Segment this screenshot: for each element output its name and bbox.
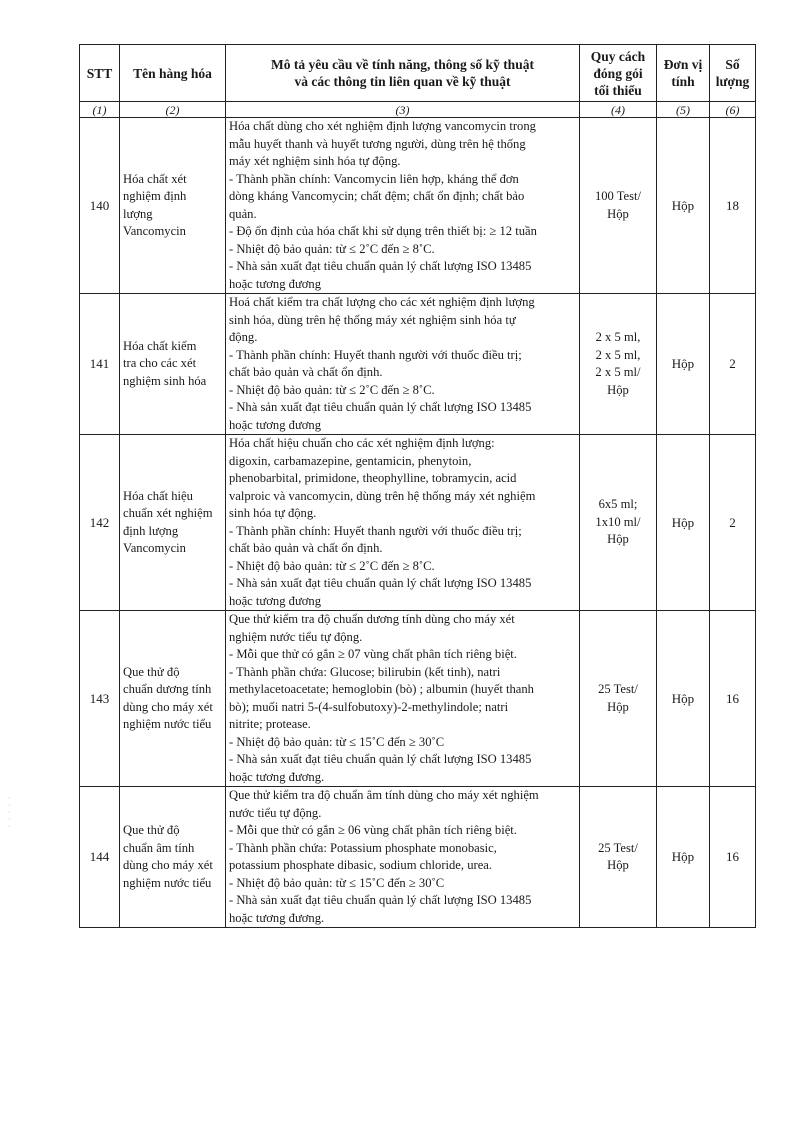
text-line: 25 Test/: [598, 840, 638, 855]
text-line: 25 Test/: [598, 682, 638, 696]
packaging-spec: [580, 118, 657, 294]
product-name: [120, 435, 226, 611]
text-line: Hoá chất kiểm tra chất lượng cho các xét nghiệm định lượng: [229, 295, 535, 309]
column-number: (2): [120, 102, 226, 118]
text-line: nghiệm nước tiểu tự động.: [229, 629, 363, 644]
product-name: [120, 294, 226, 435]
packaging-spec: [580, 611, 657, 787]
quantity: 18: [710, 118, 756, 294]
text-line: 1x10 ml/: [595, 514, 641, 529]
quantity: 2: [710, 435, 756, 611]
text-line: hoặc tương đương: [229, 276, 322, 291]
text-line: - Nhà sản xuất đạt tiêu chuẩn quản lý chất lượng ISO 13485: [229, 893, 532, 907]
text-line: nước tiểu tự động.: [229, 805, 322, 820]
text-line: nghiệm sinh hóa: [123, 373, 207, 388]
header-description: Mô tả yêu cầu về tính năng, thông số kỹ thuật và các thông tin liên quan về kỹ thuật: [226, 45, 580, 102]
product-description: [226, 611, 580, 787]
text-line: hoặc tương đương.: [229, 769, 325, 784]
text-line: hoặc tương đương: [229, 417, 322, 432]
text-line: - Nhiệt độ bảo quản: từ ≤ 2˚C đến ≥ 8˚C.: [229, 558, 435, 573]
text-line: định lượng: [123, 523, 179, 538]
header-stt: STT: [80, 45, 120, 102]
text-line: Hộp: [607, 382, 629, 397]
quantity: 16: [710, 611, 756, 787]
text-line: - Thành phần chính: Huyết thanh người với thuốc điều trị;: [229, 523, 522, 538]
header-name: Tên hàng hóa: [120, 45, 226, 102]
column-number: (6): [710, 102, 756, 118]
table-row: [80, 435, 756, 611]
text-line: máy xét nghiệm sinh hóa tự động.: [229, 154, 401, 168]
text-line: - Thành phần chứa: Glucose; bilirubin (kết tinh), natri: [229, 664, 501, 679]
text-line: - Nhiệt độ bảo quản: từ ≤ 15˚C đến ≥ 30˚C: [229, 875, 445, 890]
text-line: - Mỗi que thử có gắn ≥ 06 vùng chất phân tích riêng biệt.: [229, 823, 517, 837]
text-line: chuẩn dương tính: [123, 682, 212, 696]
text-line: - Thành phần chính: Huyết thanh người với thuốc điều trị;: [229, 347, 522, 362]
text-line: - Thành phần chính: Vancomycin liên hợp, kháng thể đơn: [229, 171, 519, 186]
text-line: - Nhà sản xuất đạt tiêu chuẩn quản lý chất lượng ISO 13485: [229, 576, 532, 590]
text-line: - Mỗi que thử có gắn ≥ 07 vùng chất phân tích riêng biệt.: [229, 647, 517, 661]
text-line: Que thử độ: [123, 664, 180, 679]
quantity: 16: [710, 787, 756, 928]
column-number: (5): [657, 102, 710, 118]
text-line: phenobarbital, primidone, theophylline, tobramycin, acid: [229, 471, 517, 485]
header-quantity: Số lượng: [710, 45, 756, 102]
text-line: Hộp: [607, 858, 629, 872]
header-unit: Đơn vị tính: [657, 45, 710, 102]
text-line: 2 x 5 ml,: [595, 347, 641, 362]
column-number: (4): [580, 102, 657, 118]
packaging-spec: [580, 294, 657, 435]
text-line: chất bảo quản và chất ổn định.: [229, 365, 383, 379]
text-line: Hóa chất kiểm: [123, 338, 197, 353]
column-number: (3): [226, 102, 580, 118]
text-line: 2 x 5 ml,: [595, 330, 641, 344]
product-spec-table: [79, 44, 756, 928]
table-body: [80, 118, 756, 928]
text-line: chuẩn xét nghiệm: [123, 506, 213, 520]
text-line: - Nhà sản xuất đạt tiêu chuẩn quản lý chất lượng ISO 13485: [229, 400, 532, 414]
text-line: nghiệm nước tiểu: [123, 717, 212, 731]
table-row: [80, 611, 756, 787]
text-line: valproic và vancomycin, dùng trên hệ thống máy xét nghiệm: [229, 488, 536, 503]
text-line: sinh hóa tự động.: [229, 506, 317, 520]
product-description: [226, 294, 580, 435]
unit-of-measure: Hộp: [657, 435, 710, 611]
text-line: sinh hóa, dùng trên hệ thống máy xét nghiệm sinh hóa tự: [229, 312, 516, 327]
text-line: bò); muối natri 5-(4-sulfobutoxy)-2-methylindole; natri: [229, 699, 509, 714]
text-line: hoặc tương đương.: [229, 910, 325, 925]
text-line: Hóa chất hiệu chuẩn cho các xét nghiệm định lượng:: [229, 436, 495, 450]
text-line: 6x5 ml;: [598, 497, 638, 512]
text-line: - Thành phần chứa: Potassium phosphate monobasic,: [229, 840, 497, 855]
text-line: chuẩn âm tính: [123, 840, 195, 855]
text-line: - Nhà sản xuất đạt tiêu chuẩn quản lý chất lượng ISO 13485: [229, 259, 532, 273]
text-line: Que thử độ: [123, 823, 180, 837]
product-description: [226, 118, 580, 294]
text-line: chất bảo quản và chất ổn định.: [229, 541, 383, 555]
text-line: động.: [229, 330, 258, 344]
document-page: [79, 44, 755, 928]
text-line: Hộp: [607, 532, 629, 547]
row-number: 141: [80, 294, 120, 435]
unit-of-measure: Hộp: [657, 611, 710, 787]
text-line: digoxin, carbamazepine, gentamicin, phenytoin,: [229, 453, 472, 468]
table-row: [80, 294, 756, 435]
text-line: - Nhiệt độ bảo quản: từ ≤ 2˚C đến ≥ 8˚C.: [229, 241, 435, 256]
unit-of-measure: Hộp: [657, 294, 710, 435]
text-line: nghiệm định: [123, 189, 187, 203]
table-row: [80, 118, 756, 294]
text-line: Hóa chất xét: [123, 171, 187, 186]
text-line: tra cho các xét: [123, 356, 197, 371]
text-line: methylacetoacetate; hemoglobin (bò) ; albumin (huyết thanh: [229, 682, 534, 696]
text-line: nitrite; protease.: [229, 717, 311, 731]
column-number-row: [80, 102, 756, 118]
text-line: Hóa chất hiệu: [123, 488, 193, 503]
table-row: [80, 787, 756, 928]
product-name: [120, 611, 226, 787]
text-line: - Nhiệt độ bảo quản: từ ≤ 2˚C đến ≥ 8˚C.: [229, 382, 435, 397]
text-line: dùng cho máy xét: [123, 858, 213, 872]
packaging-spec: [580, 787, 657, 928]
row-number: 144: [80, 787, 120, 928]
unit-of-measure: Hộp: [657, 787, 710, 928]
text-line: - Độ ổn định của hóa chất khi sử dụng trên thiết bị: ≥ 12 tuần: [229, 224, 537, 238]
text-line: dòng kháng Vancomycin; chất đệm; chất ổn định; chất bảo: [229, 189, 525, 203]
text-line: Hộp: [607, 699, 629, 714]
text-line: 100 Test/: [594, 189, 642, 203]
product-description: [226, 787, 580, 928]
product-name: [120, 118, 226, 294]
packaging-spec: [580, 435, 657, 611]
text-line: Hộp: [607, 206, 629, 221]
product-name: [120, 787, 226, 928]
text-line: Que thử kiểm tra độ chuẩn âm tính dùng cho máy xét nghiệm: [229, 788, 539, 802]
row-number: 143: [80, 611, 120, 787]
text-line: - Nhiệt độ bảo quản: từ ≤ 15˚C đến ≥ 30˚C: [229, 734, 445, 749]
text-line: Vancomycin: [123, 224, 186, 238]
header-packaging: Quy cách đóng gói tối thiểu: [580, 45, 657, 102]
row-number: 140: [80, 118, 120, 294]
text-line: Hóa chất dùng cho xét nghiệm định lượng vancomycin trong: [229, 119, 536, 133]
text-line: Que thử kiểm tra độ chuẩn dương tính dùng cho máy xét: [229, 612, 515, 626]
text-line: Vancomycin: [123, 541, 186, 555]
text-line: quản.: [229, 206, 257, 221]
text-line: lượng: [123, 206, 153, 221]
text-line: - Nhà sản xuất đạt tiêu chuẩn quản lý chất lượng ISO 13485: [229, 752, 532, 766]
unit-of-measure: Hộp: [657, 118, 710, 294]
text-line: 2 x 5 ml/: [595, 365, 641, 379]
text-line: dùng cho máy xét: [123, 699, 213, 714]
table-header-row: [80, 45, 756, 102]
row-number: 142: [80, 435, 120, 611]
scan-margin-mark: · · · · ·: [8, 794, 11, 831]
text-line: mẫu huyết thanh và huyết tương người, dùng trên hệ thống: [229, 136, 526, 151]
product-description: [226, 435, 580, 611]
column-number: (1): [80, 102, 120, 118]
text-line: hoặc tương đương: [229, 593, 322, 608]
text-line: potassium phosphate dibasic, sodium chloride, urea.: [229, 858, 493, 872]
text-line: nghiệm nước tiểu: [123, 875, 212, 890]
quantity: 2: [710, 294, 756, 435]
